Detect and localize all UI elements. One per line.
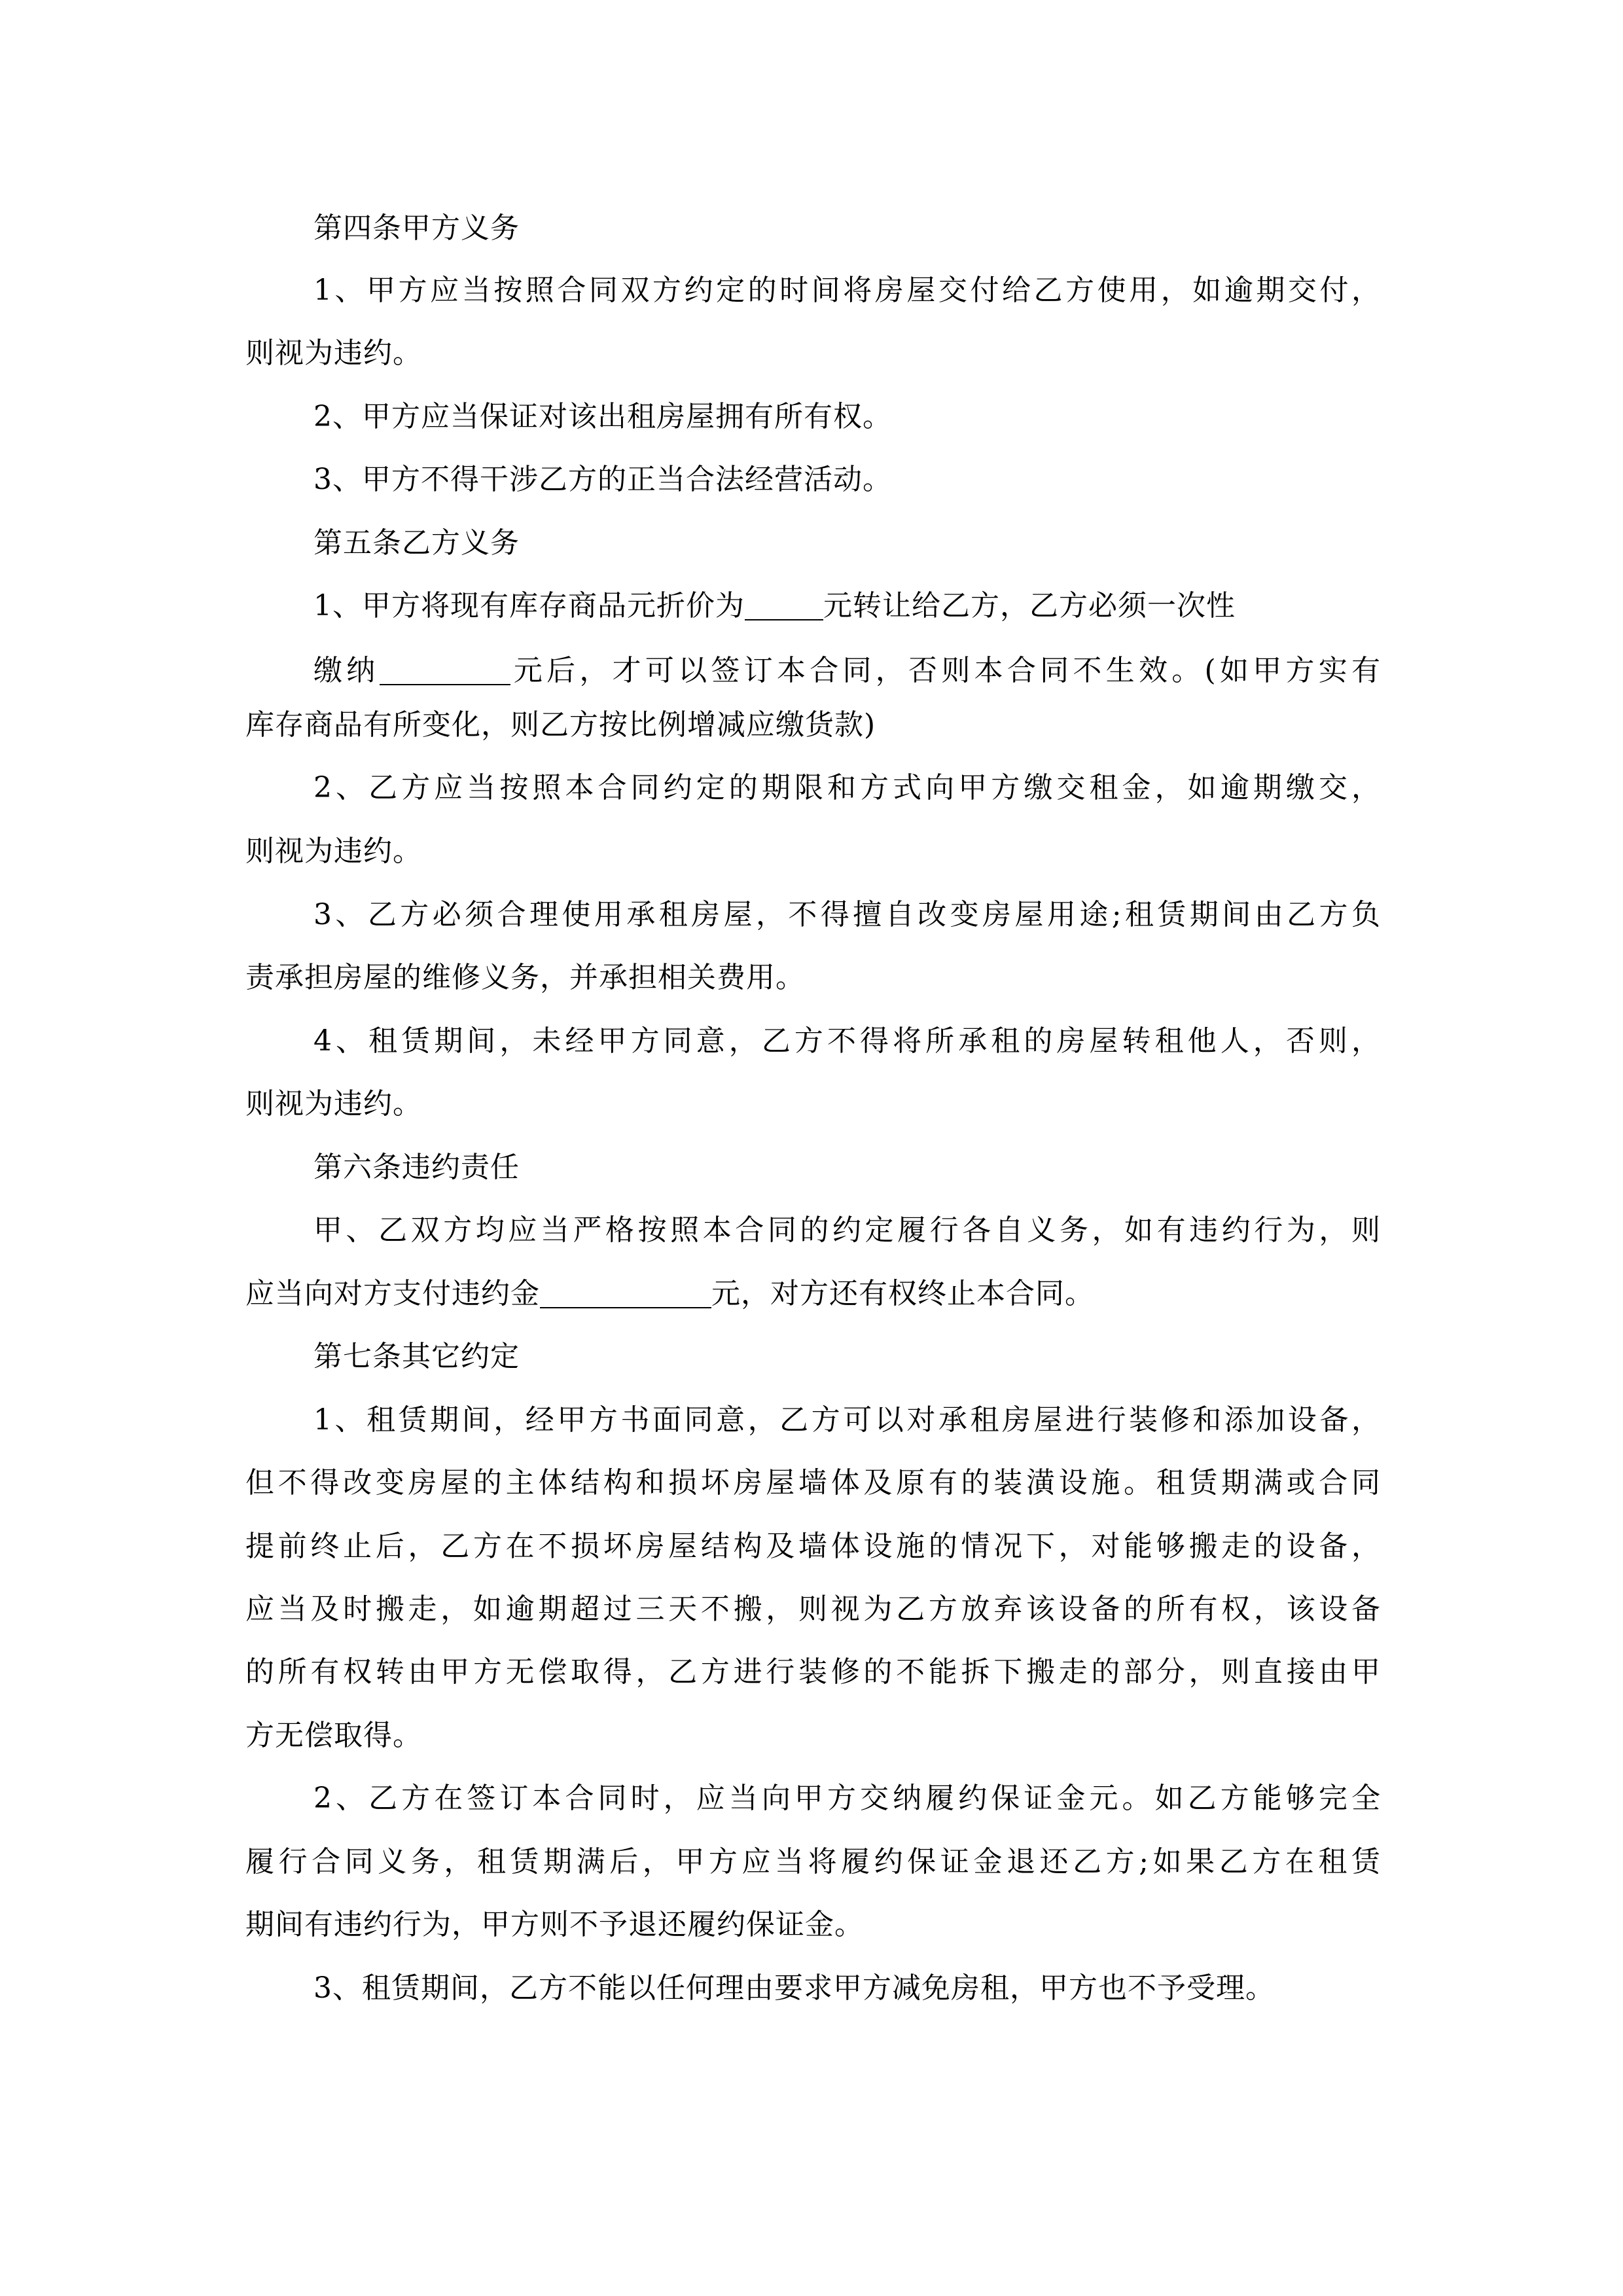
article-4-clause-1-line-1: 1、甲方应当按照合同双方约定的时间将房屋交付给乙方使用，如逾期交付，: [313, 274, 1381, 307]
article-4-clause-3: 3、甲方不得干涉乙方的正当合法经营活动。: [313, 463, 892, 496]
article-5-clause-1-text-b: 元转让给乙方，乙方必须一次性: [823, 589, 1236, 622]
article-7-heading: 第七条其它约定: [313, 1340, 520, 1373]
article-7-clause-2-line-2: 履行合同义务，租赁期满后，甲方应当将履约保证金退还乙方;如果乙方在租赁: [245, 1845, 1381, 1878]
article-5-clause-1-text-a: 1、甲方将现有库存商品元折价为: [313, 589, 745, 622]
article-6-clause-line-1: 甲、乙双方均应当严格按照本合同的约定履行各自义务，如有违约行为，则: [313, 1213, 1381, 1247]
article-5-clause-1-line-1: [313, 586, 1236, 626]
article-7-clause-1-line-6: 方无偿取得。: [245, 1719, 422, 1752]
article-5-clause-4-line-2: 则视为违约。: [245, 1087, 422, 1121]
article-7-clause-1-line-3: 提前终止后，乙方在不损坏房屋结构及墙体设施的情况下，对能够搬走的设备，: [245, 1530, 1381, 1563]
article-6-clause-text-a: 应当向对方支付违约金: [245, 1277, 540, 1310]
article-5-heading: 第五条乙方义务: [313, 526, 520, 560]
price-blank[interactable]: [745, 590, 823, 620]
article-7-clause-1-line-5: 的所有权转由甲方无偿取得，乙方进行装修的不能拆下搬走的部分，则直接由甲: [245, 1655, 1381, 1689]
article-5-clause-3-line-1: 3、乙方必须合理使用承租房屋，不得擅自改变房屋用途;租赁期间由乙方负: [313, 898, 1381, 931]
article-5-clause-1-line-3: 库存商品有所变化，则乙方按比例增减应缴货款): [245, 708, 876, 742]
article-6-heading: 第六条违约责任: [313, 1151, 520, 1184]
article-5-clause-2-line-1: 2、乙方应当按照本合同约定的期限和方式向甲方缴交租金，如逾期缴交，: [313, 771, 1381, 804]
article-7-clause-3: 3、租赁期间，乙方不能以任何理由要求甲方减免房租，甲方也不予受理。: [313, 1971, 1275, 2005]
article-5-clause-1-line-2: [313, 651, 1381, 691]
article-6-clause-text-b: 元，对方还有权终止本合同。: [711, 1277, 1094, 1310]
article-5-clause-1-text-d: 元后，才可以签订本合同，否则本合同不生效。(如甲方实有: [510, 654, 1381, 687]
article-4-clause-1-line-2: 则视为违约。: [245, 336, 422, 370]
article-4-clause-2: 2、甲方应当保证对该出租房屋拥有所有权。: [313, 400, 892, 433]
article-4-heading: 第四条甲方义务: [313, 211, 520, 245]
penalty-blank[interactable]: [540, 1278, 711, 1308]
document-page: [245, 0, 1381, 2296]
article-5-clause-4-line-1: 4、租赁期间，未经甲方同意，乙方不得将所承租的房屋转租他人，否则，: [313, 1024, 1381, 1058]
article-7-clause-1-line-4: 应当及时搬走，如逾期超过三天不搬，则视为乙方放弃该设备的所有权，该设备: [245, 1592, 1381, 1626]
article-6-clause-line-2: [245, 1274, 1094, 1314]
article-5-clause-3-line-2: 责承担房屋的维修义务，并承担相关费用。: [245, 961, 805, 994]
article-7-clause-2-line-3: 期间有违约行为，甲方则不予退还履约保证金。: [245, 1908, 864, 1941]
payment-blank[interactable]: [380, 655, 510, 685]
article-5-clause-2-line-2: 则视为违约。: [245, 834, 422, 868]
article-7-clause-2-line-1: 2、乙方在签订本合同时，应当向甲方交纳履约保证金元。如乙方能够完全: [313, 1782, 1381, 1815]
article-5-clause-1-text-c: 缴纳: [313, 654, 380, 687]
article-7-clause-1-line-2: 但不得改变房屋的主体结构和损坏房屋墙体及原有的装潢设施。租赁期满或合同: [245, 1466, 1381, 1499]
article-7-clause-1-line-1: 1、租赁期间，经甲方书面同意，乙方可以对承租房屋进行装修和添加设备，: [313, 1403, 1381, 1437]
